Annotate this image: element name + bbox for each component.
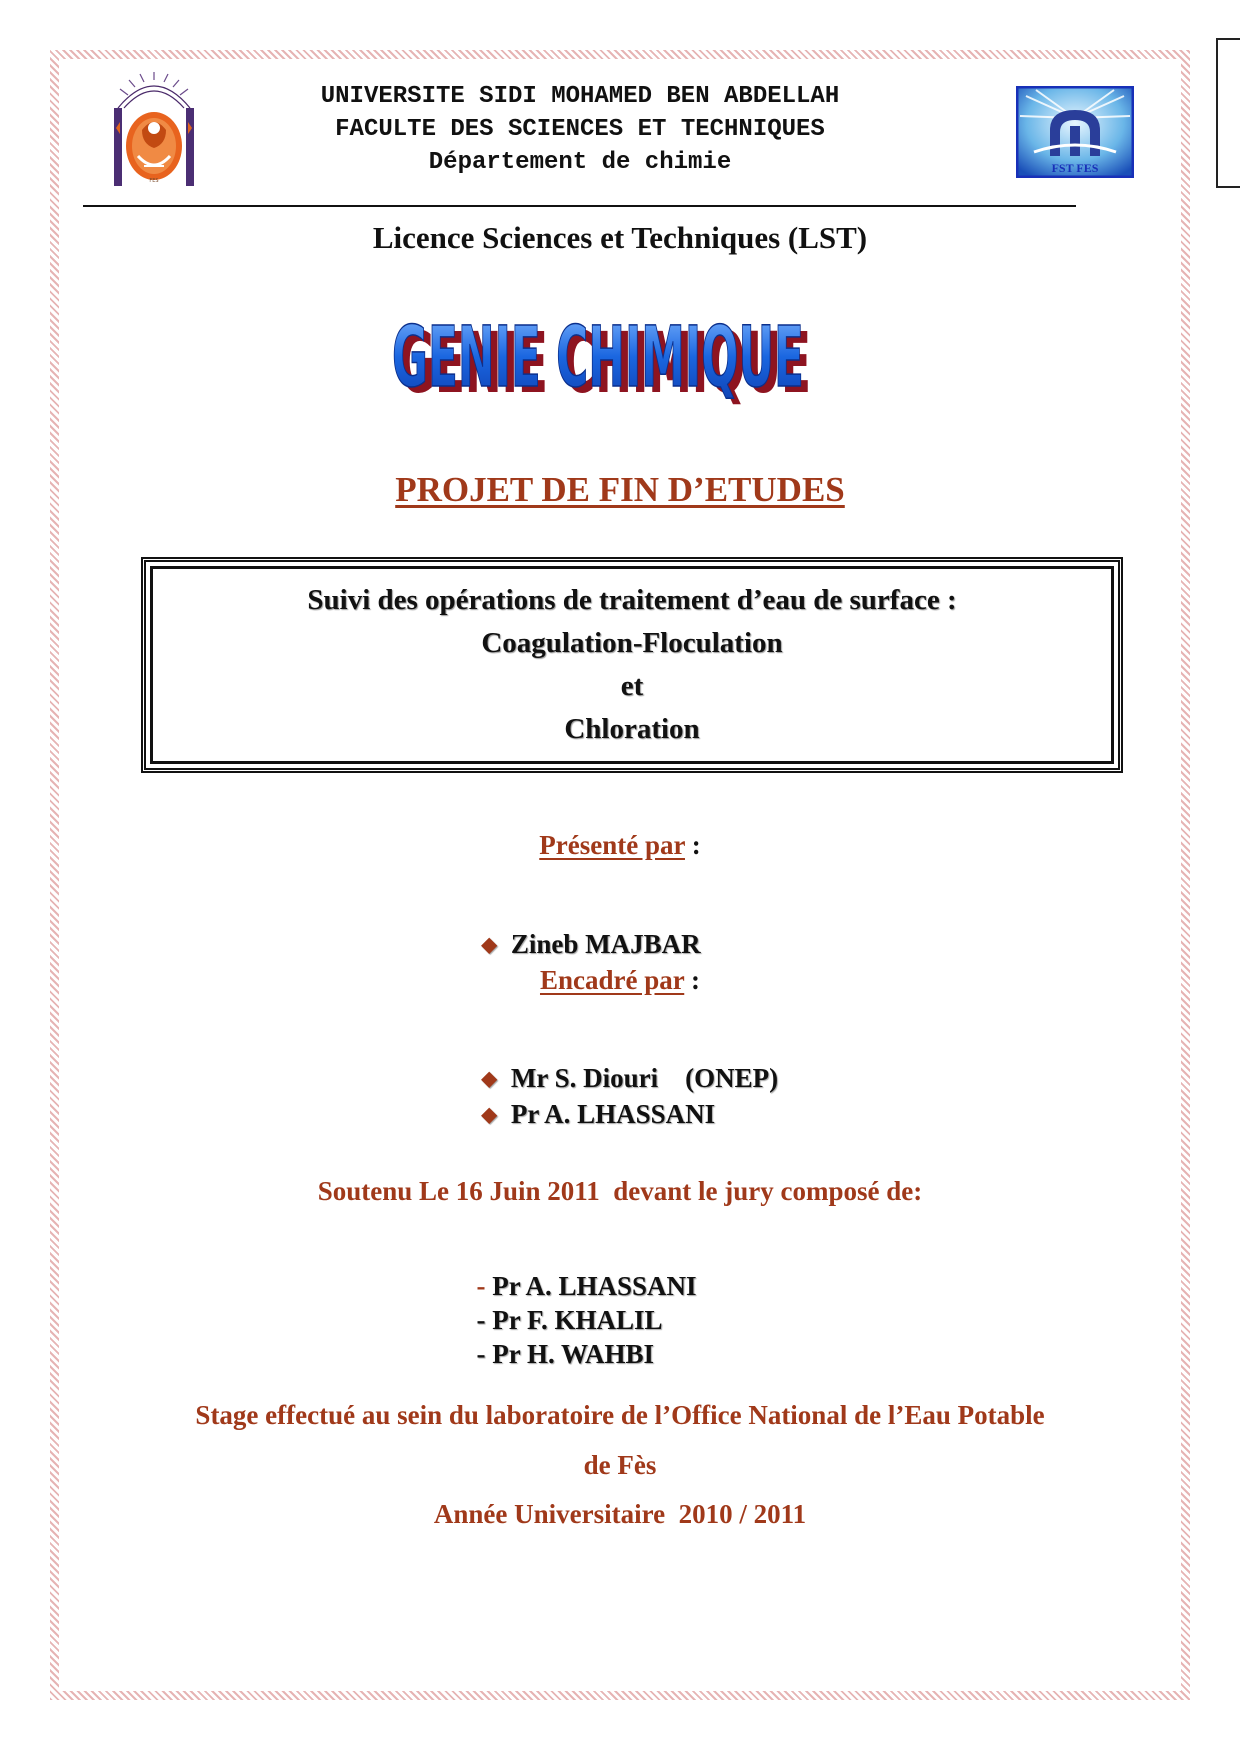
- corner-bracket: [1216, 38, 1240, 188]
- presented-by-colon: :: [684, 830, 701, 860]
- specialty-title-shadow: GENIE CHIMIQUE: [399, 314, 811, 410]
- specialty-title: [380, 290, 820, 410]
- project-type-heading: PROJET DE FIN D’ETUDES: [395, 470, 845, 509]
- presented-by-heading: [0, 830, 1240, 861]
- student-item: [468, 898, 701, 960]
- fst-fes-logo-text: FST FES: [1051, 161, 1099, 175]
- thesis-title-line-3: et: [620, 670, 644, 702]
- faculty-name: FACULTE DES SCIENCES ET TECHNIQUES: [335, 116, 825, 143]
- institution-header: [210, 80, 950, 179]
- thesis-title-line-4: Chloration: [564, 713, 700, 745]
- dash-bullet-icon: -: [476, 1271, 493, 1301]
- jury-member-name: Pr H. WAHBI: [492, 1339, 655, 1369]
- fst-fes-logo: [1016, 86, 1134, 178]
- jury-member-name: Pr A. LHASSANI: [492, 1271, 697, 1301]
- supervisor-name: Pr A. LHASSANI: [510, 1099, 716, 1129]
- svg-text:FES: FES: [149, 178, 159, 184]
- academic-year: Année Universitaire 2010 / 2011: [433, 1499, 807, 1529]
- department-name: Département de chimie: [428, 149, 732, 176]
- diamond-bullet-icon: ◆: [481, 1068, 497, 1090]
- supervised-by-heading: [0, 965, 1240, 996]
- dash-bullet-icon: -: [476, 1305, 493, 1335]
- program-name: Licence Sciences et Techniques (LST): [372, 220, 868, 255]
- header-divider: [83, 205, 1076, 207]
- university-name: UNIVERSITE SIDI MOHAMED BEN ABDELLAH: [320, 83, 840, 110]
- supervisor-name: Mr S. Diouri (ONEP): [510, 1063, 779, 1093]
- thesis-title-line-2: Coagulation-Floculation: [481, 627, 783, 659]
- jury-member-name: Pr F. KHALIL: [492, 1305, 663, 1335]
- thesis-title-line-1: Suivi des opérations de traitement d’eau de surface :: [307, 584, 957, 616]
- dash-bullet-icon: -: [476, 1339, 493, 1369]
- defense-statement: Soutenu Le 16 Juin 2011 devant le jury composé de:: [317, 1176, 923, 1206]
- internship-statement-line-2: de Fès: [583, 1450, 657, 1480]
- supervised-by-label: Encadré par: [539, 965, 685, 995]
- university-emblem-logo: [108, 70, 200, 188]
- jury-member: [463, 1308, 654, 1370]
- thesis-title-box: [141, 557, 1123, 773]
- supervisor-item: [468, 1068, 715, 1130]
- diamond-bullet-icon: ◆: [481, 1104, 497, 1126]
- supervised-by-colon: :: [684, 965, 700, 995]
- presented-by-label: Présenté par: [539, 830, 685, 860]
- specialty-title-text: GENIE CHIMIQUE: [392, 308, 804, 406]
- diamond-bullet-icon: ◆: [481, 934, 497, 956]
- student-name: Zineb MAJBAR: [510, 929, 701, 959]
- internship-statement-line-1: Stage effectué au sein du laboratoire de l’Office National de l’Eau Potable: [195, 1400, 1045, 1430]
